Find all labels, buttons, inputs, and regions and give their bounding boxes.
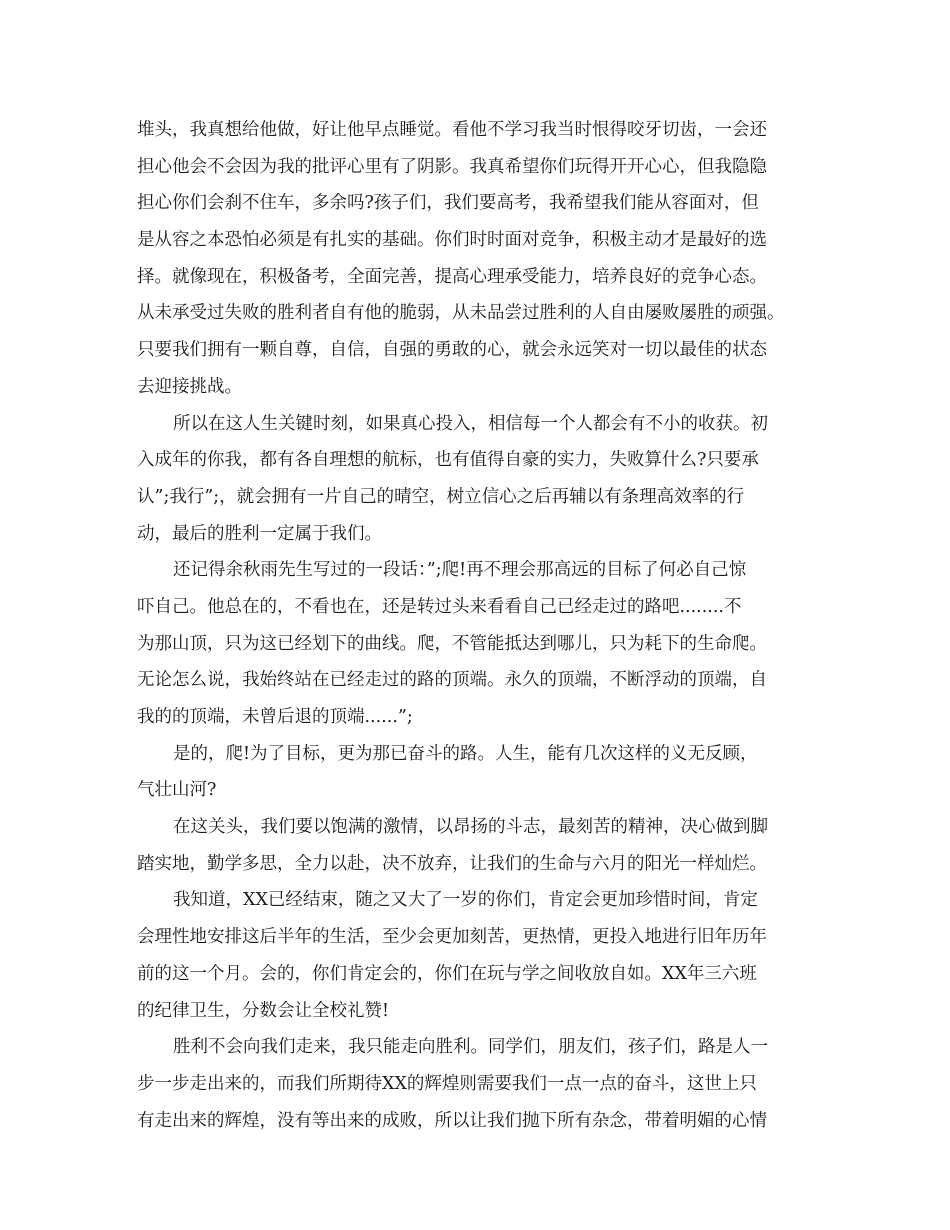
body-text (137, 112, 827, 1139)
paragraph-start-line: 在这关头，我们要以饱满的激情，以昂扬的斗志，最刻苦的精神，决心做到脚 (173, 817, 768, 838)
text-line: 的纪律卫生，分数会让全校礼赞! (137, 1000, 390, 1021)
text-line: 择。就像现在，积极备考，全面完善，提高心理承受能力，培养良好的竞争心态。 (137, 266, 767, 287)
text-line: 气壮山河? (137, 780, 217, 801)
text-line: 会理性地安排这后半年的生活，至少会更加刻苦，更热情，更投入地进行旧年历年 (137, 927, 767, 948)
text-line: 有走出来的辉煌，没有等出来的成败，所以让我们抛下所有杂念，带着明媚的心情 (137, 1110, 767, 1131)
paragraph-start-line: 还记得余秋雨先生写过的一段话：”;爬!再不理会那高远的目标了何必自己惊 (173, 560, 747, 581)
text-line: 动，最后的胜利一定属于我们。 (137, 523, 382, 544)
text-line: 前的这一个月。会的，你们肯定会的，你们在玩与学之间收放自如。XX年三六班 (137, 963, 757, 984)
paragraph-start-line: 我知道，XX已经结束，随之又大了一岁的你们，肯定会更加珍惜时间，肯定 (173, 890, 758, 911)
text-line: 只要我们拥有一颗自尊，自信，自强的勇敢的心，就会永远笑对一切以最佳的状态 (137, 340, 767, 361)
text-line: 担心你们会刹不住车，多余吗?孩子们，我们要高考，我希望我们能从容面对，但 (137, 193, 759, 214)
text-line: 入成年的你我，都有各自理想的航标，也有值得自豪的实力，失败算什么?只要承 (137, 450, 759, 471)
text-line: 步一步走出来的，而我们所期待XX的辉煌则需要我们一点一点的奋斗，这世上只 (137, 1073, 757, 1094)
paragraph-start-line: 胜利不会向我们走来，我只能走向胜利。同学们，朋友们，孩子们，路是人一 (173, 1037, 768, 1058)
text-line: 我的的顶端，未曾后退的顶端......”; (137, 707, 413, 727)
text-line: 担心他会不会因为我的批评心里有了阴影。我真希望你们玩得开开心心，但我隐隐 (137, 156, 767, 177)
paragraph-start-line: 所以在这人生关键时刻，如果真心投入，相信每一个人都会有不小的收获。初 (173, 413, 768, 434)
text-line: 无论怎么说，我始终站在已经走过的路的顶端。永久的顶端，不断浮动的顶端，自 (137, 670, 767, 691)
text-line: 堆头，我真想给他做，好让他早点睡觉。看他不学习我当时恨得咬牙切齿，一会还 (137, 120, 767, 140)
text-line: 为那山顶，只为这已经划下的曲线。爬，不管能抵达到哪儿，只为耗下的生命爬。 (137, 633, 767, 654)
paragraph-start-line: 是的，爬!为了目标，更为那已奋斗的路。人生，能有几次这样的义无反顾， (173, 743, 758, 764)
text-line: 去迎接挑战。 (137, 376, 242, 397)
text-line: 是从容之本恐怕必须是有扎实的基础。你们时时面对竞争，积极主动才是最好的选 (137, 230, 767, 251)
text-line: 认”;我行”;，就会拥有一片自己的晴空，树立信心之后再辅以有条理高效率的行 (137, 486, 745, 507)
text-line: 吓自己。他总在的，不看也在，还是转过头来看看自己已经走过的路吧........不 (137, 596, 742, 617)
text-line: 从未承受过失败的胜利者自有他的脆弱，从未品尝过胜利的人自由屡败屡胜的顽强。 (137, 303, 785, 324)
text-line: 踏实地，勤学多思，全力以赴，决不放弃，让我们的生命与六月的阳光一样灿烂。 (137, 853, 767, 874)
